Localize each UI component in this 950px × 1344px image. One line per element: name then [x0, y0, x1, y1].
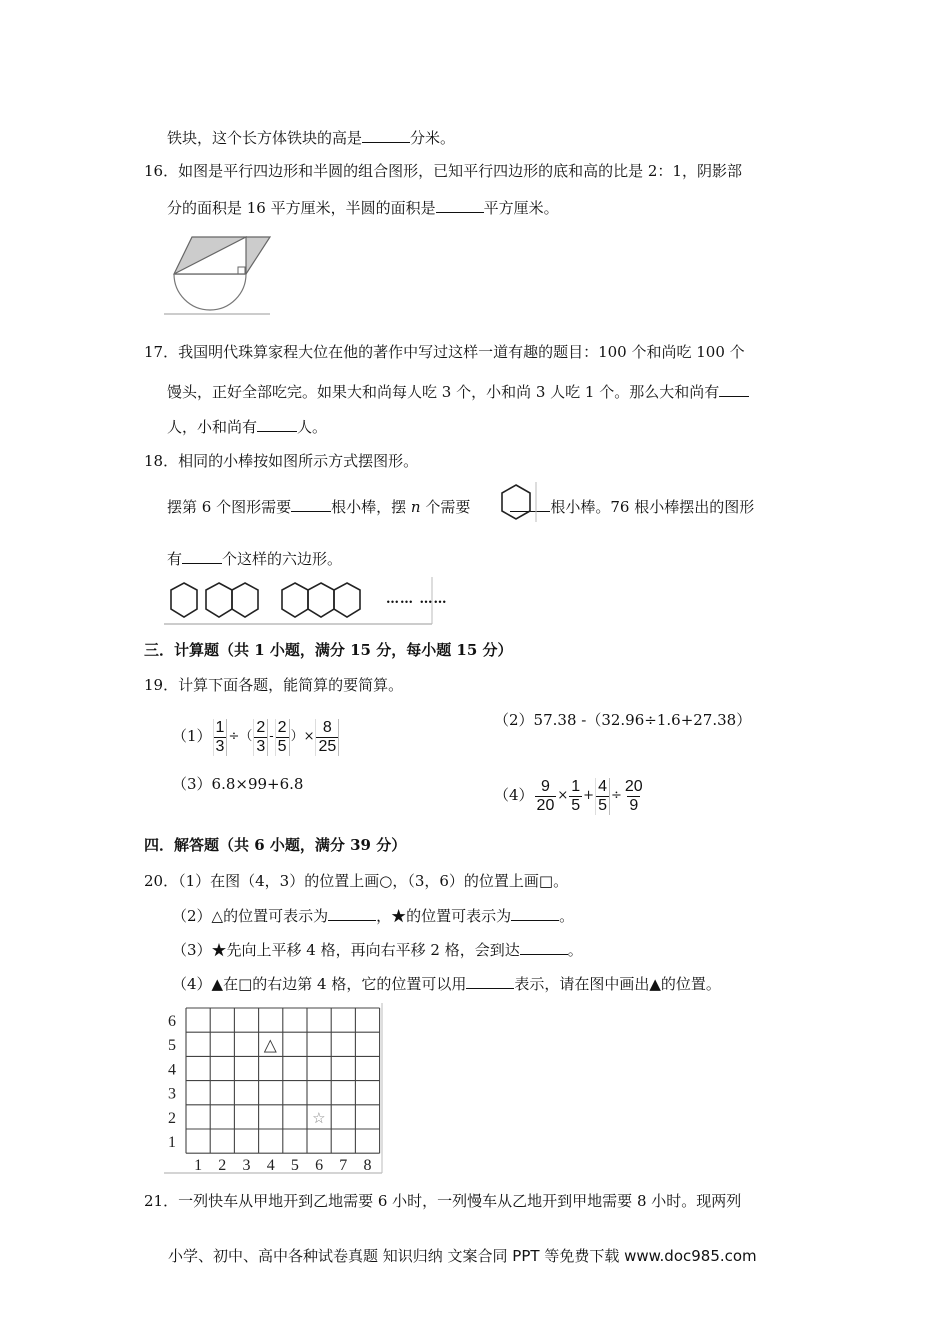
q19-text: 计算下面各题，能简算的要简算。 [178, 676, 404, 694]
q16-figure [164, 232, 274, 316]
pattern-ellipsis: …… …… [386, 592, 448, 607]
hexagon-2a [206, 583, 232, 617]
hexagon-3b [308, 583, 334, 617]
y-axis-label: 3 [168, 1085, 176, 1103]
answer-blank[interactable] [520, 939, 568, 955]
x-axis-label: 5 [290, 1157, 299, 1175]
q15-tail-line [167, 127, 455, 148]
q16-text: 如图是平行四边形和半圆的组合图形，已知平行四边形的底和高的比是 2：1，阴影部 [178, 162, 742, 180]
q20-text: 表示，请在图中画出▲的位置。 [514, 975, 721, 993]
coordinate-grid[interactable] [164, 1003, 384, 1175]
star-icon: ☆ [312, 1108, 326, 1127]
question-number: 17． [144, 343, 179, 361]
q17-line2 [167, 381, 749, 402]
q19-intro-line [144, 675, 403, 695]
q16-line1 [144, 161, 742, 181]
q17-text-after: 人。 [297, 418, 328, 436]
hexagon-2b [232, 583, 258, 617]
q20-text: （4）▲在□的右边第 4 格，它的位置可以用 [172, 975, 467, 993]
section-title: 三．计算题（共 1 小题，满分 15 分，每小题 15 分） [144, 641, 513, 659]
q18-line-intro [144, 451, 418, 471]
question-number: 20． [144, 872, 179, 890]
q20-text: （1）在图（4，3）的位置上画○，（3，6）的位置上画□。 [178, 872, 569, 890]
q20-text: 。 [559, 907, 575, 925]
q20-part-1 [144, 871, 568, 891]
q18-text: 个这样的六边形。 [222, 550, 343, 568]
question-number: 21． [144, 1192, 179, 1210]
q20-text: （3）★先向上平移 4 格，再向右平移 2 格，会到达 [172, 941, 520, 959]
q18-line1 [167, 496, 754, 517]
q19-problem-4 [494, 775, 646, 816]
fraction: $\frac{2}{3}$ [253, 719, 268, 756]
hexagon-3c [334, 583, 360, 617]
operator: ）× [290, 729, 315, 744]
section-title: 四．解答题（共 6 小题，满分 39 分） [144, 836, 407, 854]
problem-expression: 57.38 -（32.96÷1.6+27.38） [533, 711, 752, 729]
q15-text-after: 分米。 [410, 129, 456, 147]
q20-part-4 [172, 973, 721, 994]
q20-text: （2）△的位置可表示为 [172, 907, 329, 925]
problem-label: （2） [494, 711, 534, 729]
y-axis-label: 4 [168, 1061, 176, 1079]
q17-text: 人，小和尚有 [167, 418, 258, 436]
q18-text: 个需要 [425, 498, 471, 516]
question-number: 19． [144, 676, 179, 694]
q21-text: 一列快车从甲地开到乙地需要 6 小时，一列慢车从乙地开到甲地需要 8 小时。现两列 [178, 1192, 742, 1210]
fraction: $\frac{20}{9}$ [624, 777, 643, 814]
fraction: $\frac{9}{20}$ [536, 777, 555, 814]
operator: + [583, 788, 595, 803]
fraction: $\frac{1}{3}$ [213, 719, 228, 756]
x-axis-label: 1 [194, 1157, 203, 1175]
q17-text: 我国明代珠算家程大位在他的著作中写过这样一道有趣的题目：100 个和尚吃 100 个 [178, 343, 745, 361]
q16-text: 分的面积是 16 平方厘米，半圆的面积是 [167, 199, 436, 217]
y-axis-label: 1 [168, 1134, 176, 1151]
answer-blank[interactable] [719, 381, 749, 397]
q20-text: ，★的位置可表示为 [376, 907, 512, 925]
fraction: $\frac{2}{5}$ [275, 719, 290, 756]
q20-part-2 [172, 905, 574, 926]
answer-blank[interactable] [511, 905, 559, 921]
variable-n: n [410, 498, 421, 516]
answer-blank[interactable] [182, 548, 222, 564]
hexagon-1 [171, 583, 197, 617]
hexagon-3a [282, 583, 308, 617]
q16-text-after: 平方厘米。 [483, 199, 559, 217]
fraction: $\frac{4}{5}$ [595, 778, 610, 815]
x-axis-label: 7 [339, 1157, 348, 1175]
q18-text: 有 [167, 550, 183, 568]
x-axis-label: 4 [266, 1157, 275, 1175]
answer-blank[interactable] [362, 127, 410, 143]
q19-problem-2 [494, 710, 751, 730]
q18-text: 摆第 6 个图形需要 [167, 498, 292, 516]
q17-line1 [144, 342, 745, 362]
answer-blank[interactable] [257, 416, 297, 432]
triangle-icon: △ [263, 1035, 277, 1056]
q18-text: 相同的小棒按如图所示方式摆图形。 [178, 452, 419, 470]
q20-text: 。 [567, 941, 583, 959]
question-number: 18． [144, 452, 179, 470]
q17-line3 [167, 416, 327, 437]
y-axis-label: 2 [168, 1109, 176, 1127]
answer-blank[interactable] [291, 496, 331, 512]
answer-blank[interactable] [328, 905, 376, 921]
question-number: 16． [144, 162, 179, 180]
x-axis-label: 2 [218, 1157, 227, 1175]
x-axis-label: 8 [363, 1157, 372, 1175]
y-axis-label: 6 [168, 1013, 176, 1030]
semicircle-shape [174, 274, 246, 310]
footer-text: 小学、初中、高中各种试卷真题 知识归纳 文案合同 PPT 等免费下载 www.doc985.com [168, 1247, 757, 1265]
problem-label: （4） [494, 786, 534, 804]
q18-text: 根小棒，摆 [331, 498, 407, 516]
y-axis-label: 5 [168, 1037, 176, 1055]
q21-line1 [144, 1191, 741, 1211]
q18-text: 根小棒。76 根小棒摆出的图形 [550, 498, 755, 516]
q19-problem-1 [172, 716, 340, 757]
problem-label: （1） [172, 727, 212, 745]
operator: ÷（ [228, 729, 253, 744]
q18-line2 [167, 548, 342, 569]
answer-blank[interactable] [436, 197, 484, 213]
problem-label: （3） [172, 775, 212, 793]
q19-problem-3 [172, 774, 303, 794]
operator: ÷ [610, 788, 622, 803]
operator: × [557, 788, 569, 803]
fraction: $\frac{8}{25}$ [315, 719, 339, 756]
problem-expression: 6.8×99+6.8 [211, 775, 304, 793]
hexagon-icon [497, 482, 539, 524]
x-axis-label: 3 [242, 1157, 251, 1175]
x-axis-label: 6 [315, 1157, 324, 1175]
operator: - [269, 729, 274, 744]
q17-text: 馒头，正好全部吃完。如果大和尚每人吃 3 个，小和尚 3 人吃 1 个。那么大和尚有 [167, 383, 720, 401]
q16-line2 [167, 197, 559, 218]
q15-text: 铁块，这个长方体铁块的高是 [167, 129, 363, 147]
answer-blank[interactable] [466, 973, 514, 989]
fraction: $\frac{1}{5}$ [571, 777, 581, 814]
q20-part-3 [172, 939, 583, 960]
